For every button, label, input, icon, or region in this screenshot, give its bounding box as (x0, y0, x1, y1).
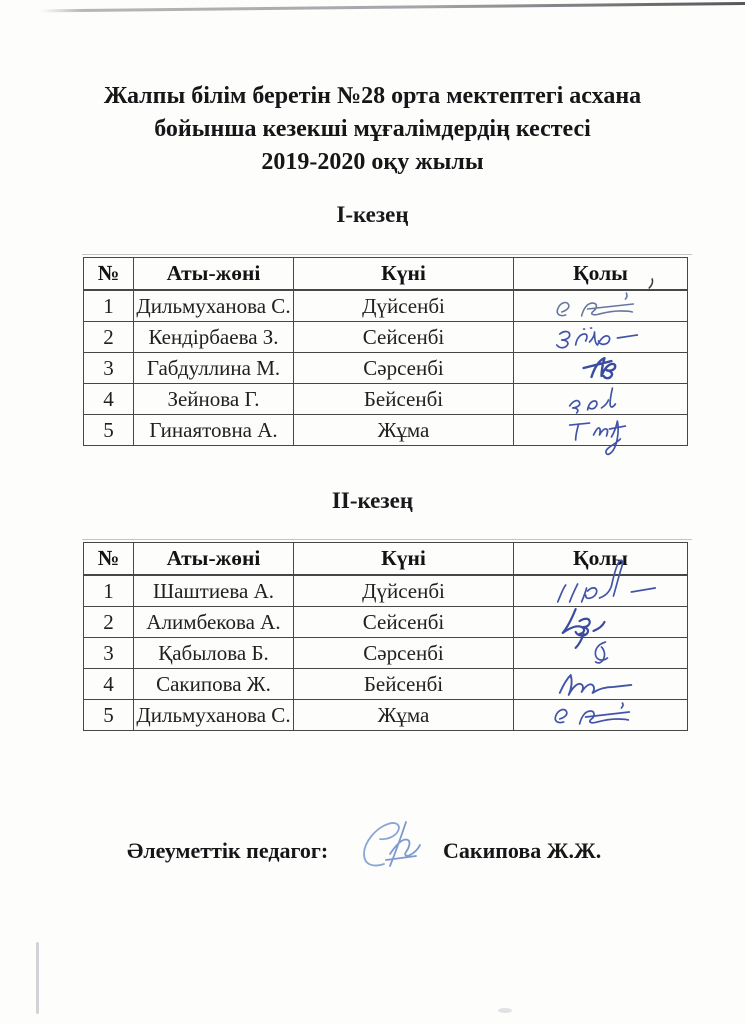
footer-signature-ink (350, 810, 442, 884)
footer-person-name: Сакипова Ж.Ж. (443, 838, 602, 863)
scan-smudge-artifact (498, 1008, 512, 1013)
cell-day: Сәрсенбі (294, 353, 514, 384)
signature-ink (514, 638, 687, 668)
table-row (84, 669, 688, 700)
table1-header-day: Күні (294, 258, 514, 290)
table-row (84, 607, 688, 638)
table1-header-num: № (84, 258, 134, 290)
signature-cell (514, 607, 688, 638)
table2-header-signature-label: Қолы (573, 546, 628, 570)
signature-ink (514, 669, 687, 699)
signature-cell (514, 700, 688, 731)
signature-ink (514, 700, 687, 730)
signature-ink (514, 415, 687, 445)
cell-name: Зейнова Г. (134, 384, 294, 415)
cell-name: Габдуллина М. (134, 353, 294, 384)
cell-num: 5 (84, 700, 134, 731)
table2-header-day: Күні (294, 543, 514, 575)
table-row (84, 700, 688, 731)
cell-num: 4 (84, 384, 134, 415)
signature-cell (514, 384, 688, 415)
table2-header-num: № (84, 543, 134, 575)
signature-cell (514, 576, 688, 607)
table1-header-row (84, 258, 688, 290)
signature-ink (514, 607, 687, 637)
cell-day: Дүйсенбі (294, 291, 514, 322)
title-line-2: бойынша кезекші мұғалімдердің кестесі (154, 116, 591, 142)
cell-name: Дильмуханова С. (134, 700, 294, 731)
cell-day: Жұма (294, 415, 514, 446)
cell-day: Сейсенбі (294, 322, 514, 353)
signature-ink (514, 322, 687, 352)
cell-day: Жұма (294, 700, 514, 731)
signature-cell (514, 353, 688, 384)
scan-streak-artifact (36, 942, 39, 1014)
cell-num: 4 (84, 669, 134, 700)
cell-name: Сакипова Ж. (134, 669, 294, 700)
cell-name: Шаштиева А. (134, 576, 294, 607)
table1-header-name: Аты-жөні (134, 258, 294, 290)
table-row (84, 576, 688, 607)
scan-edge-artifact (40, 2, 745, 12)
cell-day: Бейсенбі (294, 669, 514, 700)
signature-ink (514, 384, 687, 414)
cell-num: 2 (84, 607, 134, 638)
table-row (84, 638, 688, 669)
cell-num: 1 (84, 576, 134, 607)
table-row (84, 415, 688, 446)
title-line-1: Жалпы білім беретін №28 орта мектептегі асхана (103, 83, 642, 109)
table1-header-signature-label: Қолы (573, 261, 628, 285)
signature-cell (514, 322, 688, 353)
signature-ink (514, 291, 687, 321)
table-row (84, 291, 688, 322)
signature-ink (514, 353, 687, 383)
cell-num: 2 (84, 322, 134, 353)
cell-num: 1 (84, 291, 134, 322)
cell-name: Қабылова Б. (134, 638, 294, 669)
signature-cell (514, 669, 688, 700)
table-period-2 (83, 542, 688, 731)
section-title-period-2: ІІ-кезең (331, 488, 414, 513)
table-row (84, 322, 688, 353)
signature-cell (514, 638, 688, 669)
cell-num: 3 (84, 353, 134, 384)
table2-header-signature (514, 543, 688, 575)
table-row (84, 353, 688, 384)
cell-day: Дүйсенбі (294, 576, 514, 607)
title-line-3: 2019-2020 оқу жылы (261, 149, 484, 175)
table2-header-name: Аты-жөні (134, 543, 294, 575)
signature-cell (514, 415, 688, 446)
cell-day: Бейсенбі (294, 384, 514, 415)
cell-name: Кендірбаева З. (134, 322, 294, 353)
table-period-1 (83, 257, 688, 446)
document-title (0, 80, 745, 179)
footer-role-label: Әлеуметтік педагог: (127, 838, 329, 863)
cell-name: Дильмуханова С. (134, 291, 294, 322)
cell-day: Сейсенбі (294, 607, 514, 638)
table-row (84, 384, 688, 415)
table1-header-signature (514, 258, 688, 290)
cell-day: Сәрсенбі (294, 638, 514, 669)
cell-name: Гинаятовна А. (134, 415, 294, 446)
pen-mark-icon (514, 258, 687, 289)
cell-num: 3 (84, 638, 134, 669)
signature-cell (514, 291, 688, 322)
cell-num: 5 (84, 415, 134, 446)
cell-name: Алимбекова А. (134, 607, 294, 638)
section-title-period-1: І-кезең (336, 202, 409, 227)
table2-header-row (84, 543, 688, 575)
signature-ink (514, 576, 687, 606)
